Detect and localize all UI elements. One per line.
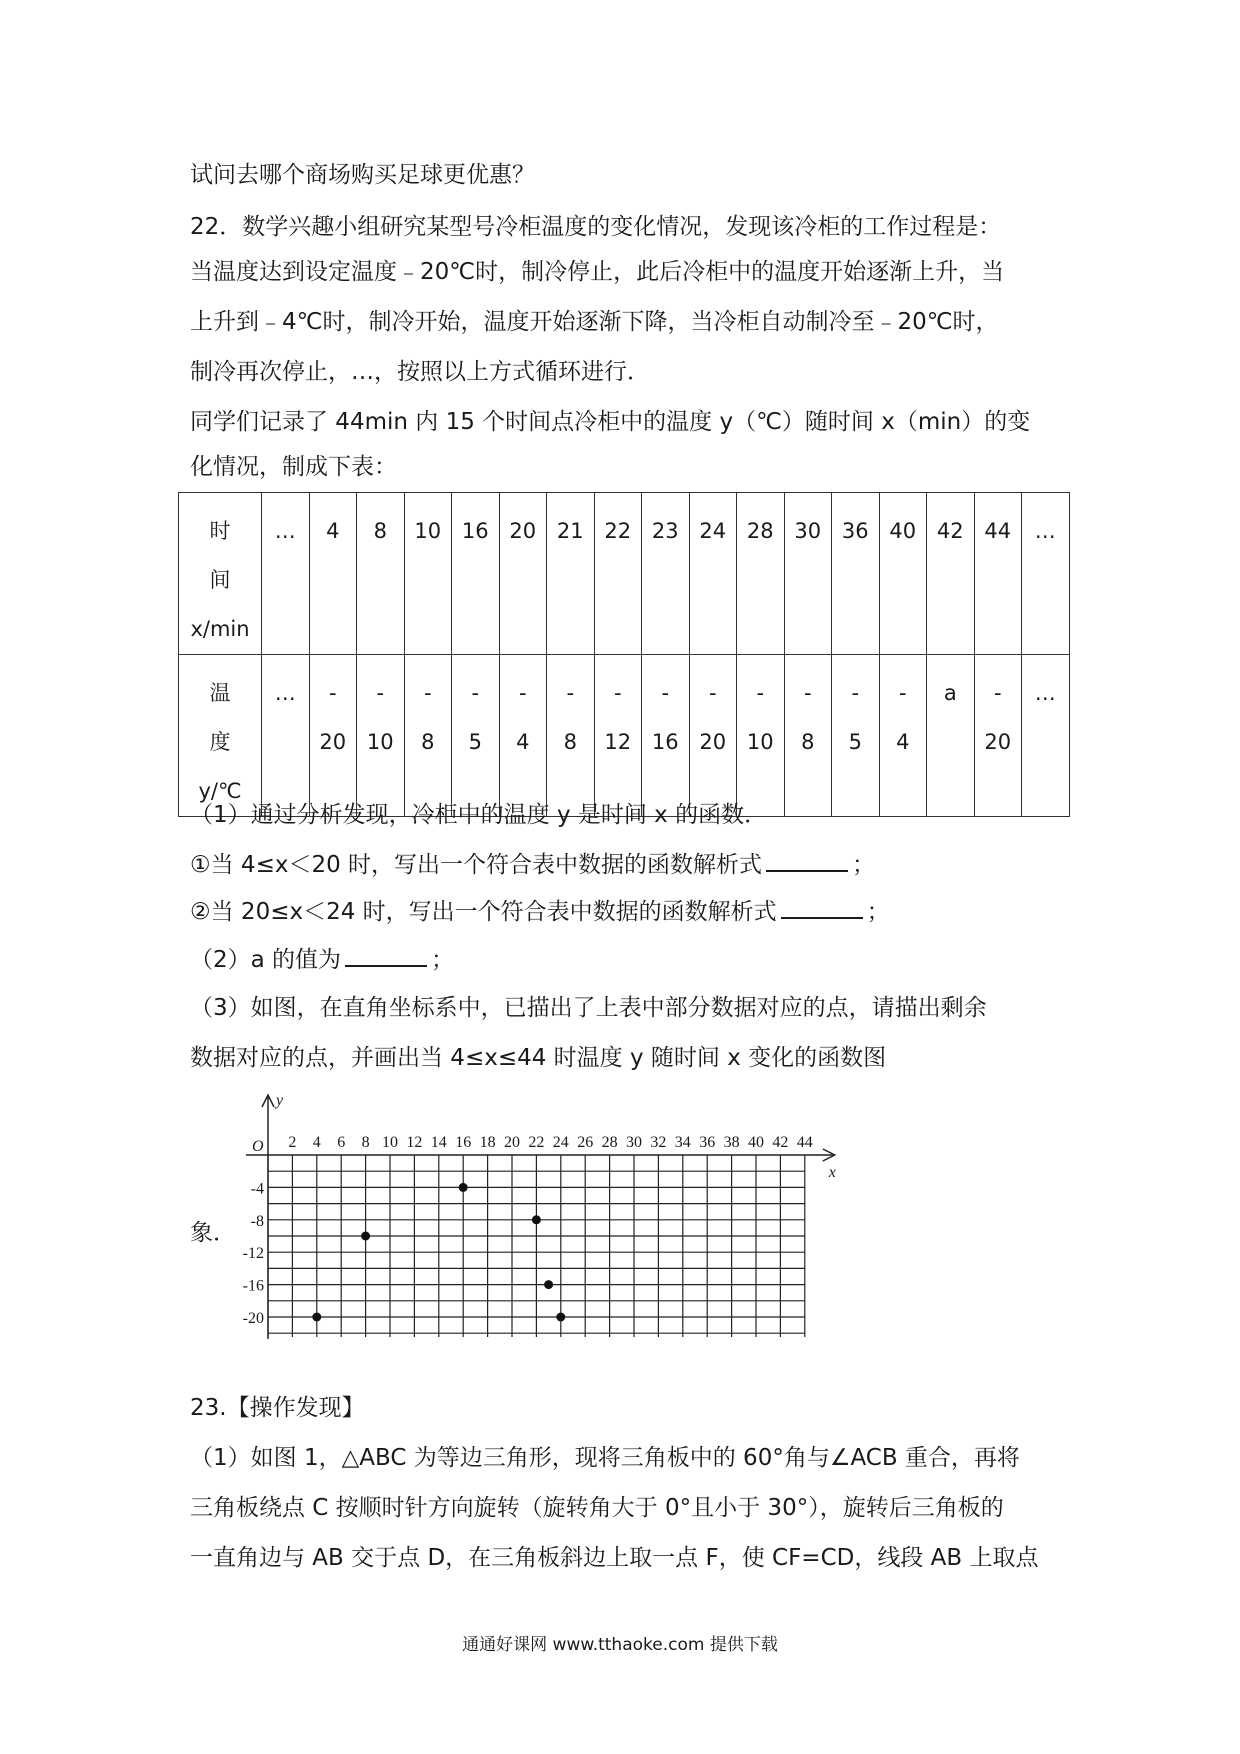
temp-cell: - 20 (689, 655, 737, 817)
x-tick-label: 18 (479, 1134, 496, 1151)
problem-22-intro: 22．数学兴趣小组研究某型号冷柜温度的变化情况，发现该冷柜的工作过程是： (190, 214, 1002, 240)
x-tick-label: 34 (674, 1134, 691, 1151)
x-tick-label: 4 (312, 1134, 321, 1151)
time-cell: 42 (927, 493, 975, 655)
chart-grid (268, 1155, 805, 1337)
question-3-line2: 数据对应的点，并画出当 4≤x≤44 时温度 y 随时间 x 变化的函数图 (190, 1045, 887, 1071)
row-header-temp: 温 度 y/℃ (179, 655, 262, 817)
answer-blank[interactable] (345, 943, 427, 967)
time-cell: 22 (594, 493, 642, 655)
chart-labels (243, 1092, 836, 1327)
x-tick-label: 20 (504, 1134, 520, 1151)
y-tick-label: -12 (242, 1245, 264, 1263)
temp-cell: - 20 (974, 655, 1022, 817)
temp-cell: - 5 (452, 655, 500, 817)
text-line: 同学们记录了 44min 内 15 个时间点冷柜中的温度 y（℃）随时间 x（min）的变 (190, 409, 1031, 435)
row-header-time: 时 间 x/min (179, 493, 262, 655)
temp-cell: a (927, 655, 975, 817)
x-tick-label: 8 (361, 1134, 370, 1151)
temp-cell: - 4 (499, 655, 547, 817)
time-cell: 24 (689, 493, 737, 655)
temp-cell: - 8 (784, 655, 832, 817)
question-1b: ②当 20≤x＜24 时，写出一个符合表中数据的函数解析式 ； (190, 895, 890, 927)
text-line: 三角板绕点 C 按顺时针方向旋转（旋转角大于 0°且小于 30°），旋转后三角板的 (190, 1495, 1004, 1521)
x-tick-label: 24 (552, 1134, 569, 1151)
text-line: 试问去哪个商场购买足球更优惠？ (190, 162, 535, 188)
question-1: （1）通过分析发现，冷柜中的温度 y 是时间 x 的函数． (190, 802, 768, 828)
x-tick-label: 22 (528, 1134, 545, 1151)
data-point (556, 1313, 565, 1322)
answer-blank[interactable] (766, 848, 848, 872)
x-tick-label: 32 (650, 1134, 667, 1151)
time-cell: 20 (499, 493, 547, 655)
time-cell: … (262, 493, 310, 655)
time-cell: 4 (309, 493, 357, 655)
answer-blank[interactable] (781, 895, 863, 919)
temp-cell: … (262, 655, 310, 817)
time-cell: 23 (642, 493, 690, 655)
x-tick-label: 12 (406, 1134, 423, 1151)
x-tick-label: 42 (772, 1134, 789, 1151)
x-axis-label: x (828, 1164, 836, 1181)
x-tick-label: 28 (601, 1134, 618, 1151)
data-point (459, 1183, 468, 1192)
x-tick-label: 10 (382, 1134, 398, 1151)
x-tick-label: 14 (430, 1134, 447, 1151)
time-cell: 44 (974, 493, 1022, 655)
footer: 通通好课网 www.tthaoke.com 提供下载 (462, 1635, 778, 1655)
x-tick-label: 26 (577, 1134, 594, 1151)
problem-23-title: 23.【操作发现】 (190, 1395, 365, 1421)
coordinate-chart (230, 1085, 1010, 1365)
data-point (544, 1280, 553, 1289)
temp-cell: - 16 (642, 655, 690, 817)
question-3-line1: （3）如图，在直角坐标系中，已描出了上表中部分数据对应的点，请描出剩余 (190, 995, 987, 1021)
y-tick-label: -20 (242, 1310, 264, 1327)
temp-cell: - 10 (737, 655, 785, 817)
x-tick-label: 38 (723, 1134, 740, 1151)
data-point (361, 1232, 370, 1241)
time-cell: 10 (404, 493, 452, 655)
temp-cell: - 12 (594, 655, 642, 817)
y-tick-label: -4 (250, 1180, 264, 1198)
temp-cell: - 5 (832, 655, 880, 817)
time-cell: … (1022, 493, 1070, 655)
question-1a: ①当 4≤x＜20 时，写出一个符合表中数据的函数解析式 ； (190, 848, 875, 880)
temp-cell: - 4 (879, 655, 927, 817)
temp-cell: - 10 (357, 655, 405, 817)
x-tick-label: 30 (626, 1134, 642, 1151)
time-cell: 16 (452, 493, 500, 655)
temp-cell: - 8 (404, 655, 452, 817)
text-line: （1）如图 1，△ABC 为等边三角形，现将三角板中的 60°角与∠ACB 重合，再将 (190, 1445, 1020, 1471)
data-point (532, 1215, 541, 1224)
question-2: （2）a 的值为 ； (190, 943, 454, 975)
temp-cell: - 20 (309, 655, 357, 817)
y-tick-label: -8 (250, 1212, 264, 1230)
time-cell: 28 (737, 493, 785, 655)
question-3-line3: 象． (190, 1220, 236, 1246)
temp-cell: - 8 (547, 655, 595, 817)
text-line: 上升到﹣4℃时，制冷开始，温度开始逐渐下降，当冷柜自动制冷至﹣20℃时， (190, 309, 999, 335)
text-line: 一直角边与 AB 交于点 D，在三角板斜边上取一点 F，使 CF=CD，线段 AB 上取点 (190, 1545, 1039, 1571)
temp-cell: … (1022, 655, 1070, 817)
chart-axes (246, 1095, 835, 1339)
x-tick-label: 16 (455, 1134, 472, 1151)
data-point (312, 1313, 321, 1322)
time-cell: 30 (784, 493, 832, 655)
time-cell: 8 (357, 493, 405, 655)
time-cell: 40 (879, 493, 927, 655)
x-tick-label: 40 (748, 1134, 764, 1151)
x-tick-label: 6 (337, 1134, 346, 1151)
text-line: 制冷再次停止，…，按照以上方式循环进行． (190, 359, 650, 385)
origin-label: O (252, 1138, 264, 1155)
y-axis-label: y (276, 1092, 284, 1109)
text-line: 化情况，制成下表： (190, 454, 397, 480)
x-tick-label: 36 (699, 1134, 716, 1151)
y-tick-label: -16 (242, 1277, 264, 1295)
x-tick-label: 2 (288, 1134, 297, 1151)
time-cell: 36 (832, 493, 880, 655)
data-table (178, 492, 1070, 817)
time-cell: 21 (547, 493, 595, 655)
x-tick-label: 44 (796, 1134, 813, 1151)
text-line: 当温度达到设定温度﹣20℃时，制冷停止，此后冷柜中的温度开始逐渐上升，当 (190, 259, 1005, 285)
